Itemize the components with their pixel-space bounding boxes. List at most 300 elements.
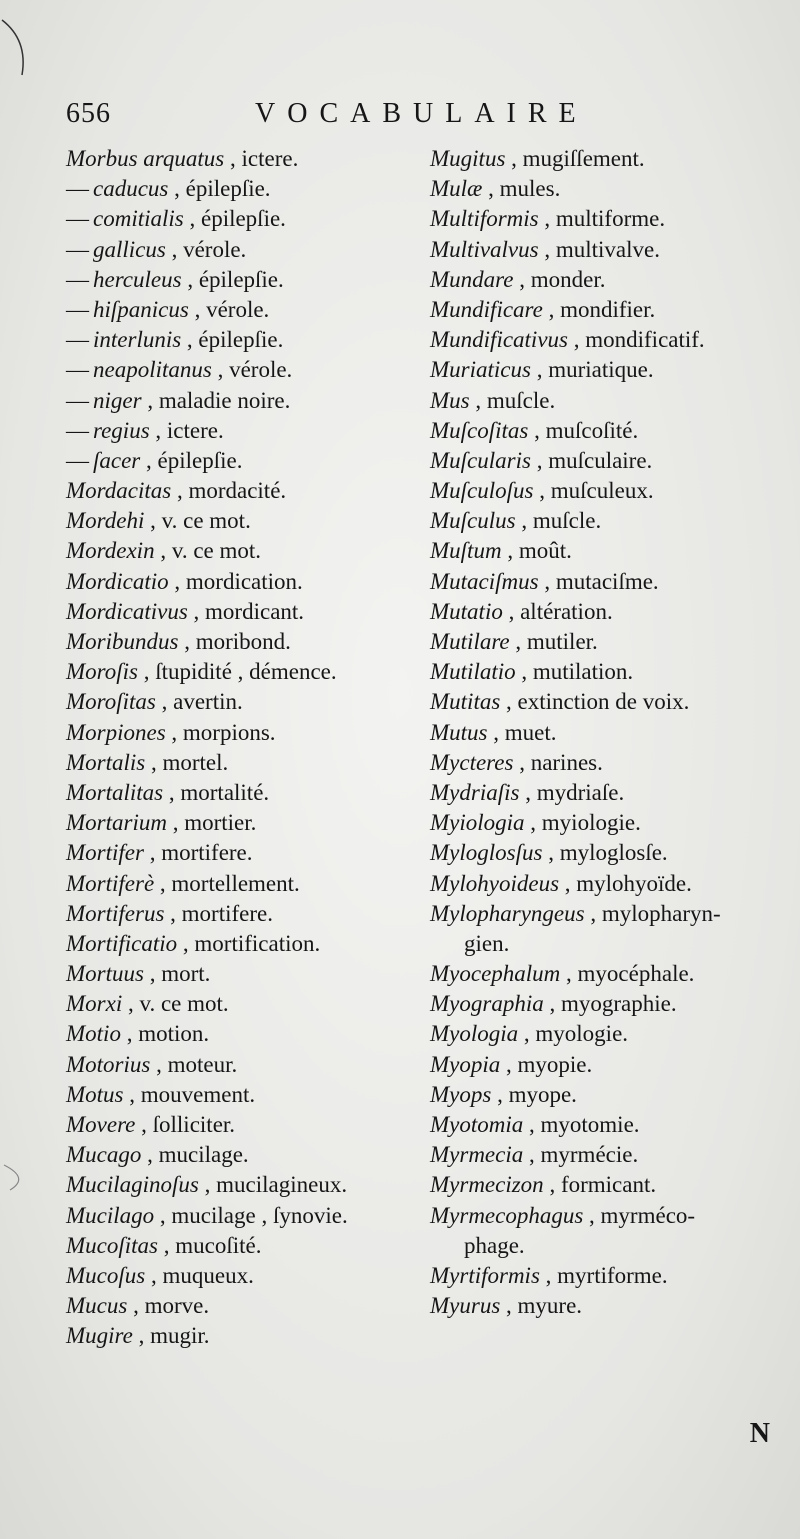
french-translation: morpions. [182, 719, 276, 745]
separator: , [181, 327, 199, 353]
separator: , [135, 1112, 153, 1137]
latin-term: Myrtiformis [430, 1262, 540, 1288]
dictionary-entry [66, 1140, 416, 1170]
latin-term: Mucoſitas [66, 1232, 158, 1258]
separator: , [502, 598, 521, 624]
french-translation: mutiler. [526, 629, 598, 654]
dictionary-entry [430, 204, 775, 234]
french-translation: ictere. [241, 146, 299, 171]
dictionary-entry [430, 1080, 775, 1110]
latin-term: hiſpanicus [93, 296, 189, 322]
french-translation: mucoſité. [175, 1232, 262, 1258]
dictionary-entry [430, 476, 775, 506]
latin-term: Mundare [430, 266, 514, 292]
dictionary-entry [66, 567, 416, 597]
french-translation: v. ce mot. [161, 508, 251, 534]
dictionary-entry [66, 929, 416, 959]
french-translation: formicant. [560, 1172, 657, 1198]
latin-term: Mucus [66, 1293, 128, 1319]
repeat-dash: — [66, 236, 89, 262]
separator: , [523, 1112, 541, 1137]
french-translation: mules. [499, 176, 561, 202]
dictionary-entry [430, 899, 775, 929]
separator: , [143, 961, 162, 987]
latin-term: Myopia [430, 1051, 501, 1077]
dictionary-entry [66, 295, 416, 325]
separator: , [168, 176, 186, 202]
dictionary-entry [430, 748, 775, 778]
separator: , [145, 1262, 163, 1288]
dictionary-entry [430, 174, 775, 204]
separator: , [518, 1021, 536, 1047]
separator: , [143, 840, 162, 866]
separator: , [149, 417, 167, 443]
french-translation: mortel. [162, 749, 229, 775]
separator: , [559, 870, 577, 896]
separator: , [509, 629, 527, 654]
dictionary-entry [430, 869, 775, 899]
latin-term: Muſcoſitas [430, 417, 529, 443]
separator: , [166, 810, 185, 836]
dictionary-entry [430, 1201, 775, 1231]
separator: , [154, 538, 172, 564]
separator: , [183, 206, 201, 232]
latin-term: Movere [66, 1112, 136, 1137]
repeat-dash: — [66, 387, 89, 413]
separator: , [127, 1293, 145, 1319]
dictionary-entry [66, 718, 416, 748]
separator: , [469, 387, 487, 413]
latin-term: Mortalitas [66, 779, 164, 805]
french-translation: myographie. [560, 991, 677, 1017]
dictionary-entry [66, 144, 416, 174]
dictionary-entry [430, 929, 775, 959]
dictionary-entry [430, 1110, 775, 1140]
french-translation: moût. [518, 538, 572, 564]
latin-term: Mortifer [66, 840, 144, 866]
separator: , [145, 749, 163, 775]
dictionary-entry [430, 235, 775, 265]
french-translation: mortifere. [181, 900, 273, 926]
dictionary-entry [66, 778, 416, 808]
dictionary-entry [66, 899, 416, 929]
french-translation: mortier. [184, 810, 257, 836]
french-translation: myocéphale. [577, 961, 695, 987]
dictionary-entry [430, 567, 775, 597]
french-translation: myloglosſe. [559, 840, 668, 866]
page-number: 656 [66, 98, 111, 129]
french-translation: myure. [517, 1293, 583, 1319]
separator: , [181, 266, 199, 292]
french-translation: myotomie. [540, 1112, 640, 1137]
repeat-dash: — [66, 417, 89, 443]
separator: , [132, 1323, 151, 1349]
french-translation: multivalve. [555, 236, 660, 262]
latin-term: Mydriaſis [430, 779, 520, 805]
french-translation: mordicant. [205, 598, 305, 624]
french-translation: mordacité. [188, 478, 287, 504]
latin-term: Myrmecia [430, 1142, 524, 1168]
french-translation: gien. [464, 930, 510, 956]
latin-term: Mordehi [66, 508, 145, 534]
separator: , [178, 629, 196, 654]
separator: , [523, 1142, 541, 1168]
latin-term: Muſcularis [430, 447, 531, 473]
dictionary-entry [66, 355, 416, 385]
latin-term: Mordexin [66, 538, 155, 564]
separator: , [528, 417, 546, 443]
separator: , [513, 749, 531, 775]
dictionary-entry [66, 1261, 416, 1291]
repeat-dash: — [66, 296, 89, 322]
dictionary-entry [66, 989, 416, 1019]
separator: , [524, 810, 542, 836]
separator: , [560, 961, 578, 987]
separator: , [177, 930, 195, 956]
latin-term: Morpiones [66, 719, 166, 745]
latin-term: Mutaciſmus [430, 568, 539, 594]
french-translation: mylopharyn- [601, 900, 721, 926]
latin-term: Moribundus [66, 629, 179, 654]
separator: , [515, 508, 533, 534]
dictionary-entry [430, 536, 775, 566]
french-translation: myope. [508, 1081, 577, 1107]
separator: , [211, 357, 230, 383]
separator: , [515, 659, 533, 685]
repeat-dash: — [66, 176, 89, 202]
french-translation: muriatique. [548, 357, 654, 383]
separator: , [140, 447, 158, 473]
separator: , [543, 991, 561, 1017]
french-translation: mucilage , ſynovie. [171, 1202, 348, 1228]
repeat-dash: — [66, 266, 89, 292]
separator: , [187, 598, 206, 624]
latin-term: niger [93, 387, 142, 413]
latin-term: Mutitas [430, 689, 501, 715]
separator: , [188, 296, 207, 322]
separator: , [154, 1202, 172, 1228]
separator: , [530, 447, 549, 473]
french-translation: mortalité. [180, 779, 270, 805]
dictionary-entry [430, 1291, 775, 1321]
dictionary-entry [430, 386, 775, 416]
french-translation: ictere. [166, 417, 224, 443]
latin-term: Muſculus [430, 508, 516, 534]
latin-term: Mortalis [66, 749, 146, 775]
separator: , [501, 538, 519, 564]
dictionary-entry [66, 416, 416, 446]
latin-term: Mucilaginoſus [66, 1172, 199, 1198]
dictionary-entry [430, 416, 775, 446]
separator: , [583, 1202, 601, 1228]
latin-term: herculeus [93, 266, 182, 292]
latin-term: Multiformis [430, 206, 539, 232]
french-translation: mylohyoïde. [576, 870, 692, 896]
french-translation: mugiſſement. [522, 146, 645, 171]
separator: , [141, 387, 159, 413]
dictionary-entry [66, 597, 416, 627]
french-translation: mutaciſme. [555, 568, 659, 594]
french-translation: mondificatif. [585, 327, 705, 353]
separator: , [165, 719, 183, 745]
french-translation: altération. [520, 598, 613, 624]
dictionary-entry [66, 446, 416, 476]
french-translation: mondifier. [560, 296, 656, 322]
french-translation: multiforme. [555, 206, 666, 232]
french-translation: muſculeux. [550, 478, 654, 504]
right-column [430, 144, 775, 1321]
latin-term: Motorius [66, 1051, 151, 1077]
latin-term: Mortiferè [66, 870, 155, 896]
french-translation: mordication. [185, 568, 303, 594]
dictionary-entry [66, 869, 416, 899]
dictionary-entry [430, 627, 775, 657]
french-translation: mucilage. [158, 1142, 249, 1168]
dictionary-entry [66, 838, 416, 868]
dictionary-entry [66, 1321, 416, 1351]
french-translation: épilepſie. [198, 327, 284, 353]
latin-term: Myrmecophagus [430, 1202, 584, 1228]
separator: , [120, 1021, 139, 1047]
latin-term: Mulæ [430, 176, 483, 202]
french-translation: mucilagineux. [216, 1172, 348, 1198]
catchword: N [749, 1418, 770, 1449]
separator: , [584, 900, 602, 926]
french-translation: v. ce mot. [171, 538, 262, 564]
dictionary-entry [66, 265, 416, 295]
dictionary-entry [66, 235, 416, 265]
french-translation: muet. [504, 719, 557, 745]
dictionary-entry [430, 295, 775, 325]
latin-term: Mutilare [430, 629, 510, 654]
dictionary-entry [430, 1261, 775, 1291]
separator: , [542, 296, 561, 322]
french-translation: myrméco- [600, 1202, 696, 1228]
latin-term: Mutatio [430, 598, 503, 624]
latin-term: Mutilatio [430, 659, 516, 685]
dictionary-entry [66, 174, 416, 204]
separator: , [538, 236, 556, 262]
repeat-dash: — [66, 206, 89, 232]
french-translation: moribond. [195, 629, 291, 654]
separator: , [530, 357, 549, 383]
latin-term: Mus [430, 387, 470, 413]
dictionary-entry [66, 687, 416, 717]
separator: , [141, 1142, 159, 1168]
separator: , [171, 478, 189, 504]
separator: , [487, 719, 505, 745]
dictionary-entry [66, 386, 416, 416]
latin-term: Mortuus [66, 961, 144, 987]
french-translation: muqueux. [162, 1262, 254, 1288]
french-translation: épilepſie. [198, 266, 284, 292]
latin-term: Moroſis [66, 659, 138, 685]
dictionary-entry [430, 838, 775, 868]
french-translation: moteur. [167, 1051, 238, 1077]
french-translation: extinction de voix. [517, 689, 690, 715]
latin-term: Mundificare [430, 296, 543, 322]
dictionary-entry [66, 476, 416, 506]
separator: , [543, 1172, 561, 1198]
french-translation: myologie. [535, 1021, 629, 1047]
latin-term: Mycteres [430, 749, 514, 775]
separator: , [513, 266, 531, 292]
french-translation: avertin. [173, 689, 243, 715]
french-translation: motion. [138, 1021, 210, 1047]
french-translation: épilepſie. [157, 447, 243, 473]
latin-term: gallicus [93, 236, 166, 262]
latin-term: ſacer [93, 447, 141, 473]
french-translation: v. ce mot. [139, 991, 229, 1017]
separator: , [168, 568, 186, 594]
latin-term: Myocephalum [430, 961, 561, 987]
latin-term: Mordacitas [66, 478, 172, 504]
latin-term: neapolitanus [93, 357, 212, 383]
separator: , [539, 1262, 558, 1288]
french-translation: mouvement. [140, 1081, 256, 1107]
separator: , [163, 779, 181, 805]
latin-term: Morbus arquatus [66, 146, 225, 171]
dictionary-entry [430, 446, 775, 476]
latin-term: Mugire [66, 1323, 133, 1349]
running-title: VOCABULAIRE [255, 98, 588, 129]
french-translation: vérole. [206, 296, 270, 322]
dictionary-entry [66, 1231, 416, 1261]
dictionary-entry [430, 959, 775, 989]
french-translation: maladie noire. [158, 387, 291, 413]
separator: , [533, 478, 551, 504]
separator: , [138, 659, 156, 685]
french-translation: myiologie. [541, 810, 641, 836]
dictionary-entry [430, 808, 775, 838]
dictionary-entry [430, 265, 775, 295]
french-translation: ſtupidité , démence. [155, 659, 337, 685]
latin-term: Muriaticus [430, 357, 531, 383]
latin-term: Myiologia [430, 810, 525, 836]
french-translation: narines. [530, 749, 603, 775]
latin-term: Mundificativus [430, 327, 568, 353]
french-translation: épilepſie. [185, 176, 271, 202]
latin-term: Mortiferus [66, 900, 165, 926]
latin-term: Myrmecizon [430, 1172, 544, 1198]
french-translation: monder. [530, 266, 606, 292]
dictionary-entry [66, 325, 416, 355]
dictionary-entry [66, 808, 416, 838]
french-translation: myrmécie. [540, 1142, 639, 1168]
latin-term: Moroſitas [66, 689, 156, 715]
latin-term: Myurus [430, 1293, 501, 1319]
separator: , [198, 1172, 217, 1198]
latin-term: Muſculoſus [430, 478, 534, 504]
latin-term: Mutus [430, 719, 488, 745]
dictionary-entry [66, 657, 416, 687]
page-edge-curve [0, 0, 40, 1539]
french-translation: mortifere. [161, 840, 253, 866]
separator: , [538, 206, 556, 232]
separator: , [482, 176, 500, 202]
dictionary-entry [66, 536, 416, 566]
dictionary-entry [430, 687, 775, 717]
dictionary-entry [66, 1201, 416, 1231]
dictionary-entry [430, 989, 775, 1019]
dictionary-entry [430, 1170, 775, 1200]
french-translation: myopie. [517, 1051, 593, 1077]
dictionary-entry [66, 627, 416, 657]
separator: , [158, 1232, 176, 1258]
separator: , [538, 568, 556, 594]
french-translation: muſculaire. [548, 447, 653, 473]
repeat-dash: — [66, 447, 89, 473]
dictionary-entry [66, 1080, 416, 1110]
french-translation: muſcle. [532, 508, 602, 534]
dictionary-entry [66, 1291, 416, 1321]
separator: , [567, 327, 586, 353]
latin-term: Myologia [430, 1021, 519, 1047]
latin-term: Mylohyoideus [430, 870, 560, 896]
dictionary-entry [66, 1170, 416, 1200]
french-translation: mortellement. [171, 870, 300, 896]
dictionary-entry [66, 748, 416, 778]
separator: , [155, 689, 174, 715]
dictionary-entry [430, 657, 775, 687]
separator: , [500, 1051, 518, 1077]
french-translation: ſolliciter. [152, 1112, 236, 1137]
french-translation: morve. [144, 1293, 210, 1319]
separator: , [165, 236, 184, 262]
dictionary-entry [66, 1110, 416, 1140]
latin-term: Mortarium [66, 810, 167, 836]
french-translation: mortification. [194, 930, 321, 956]
repeat-dash: — [66, 327, 89, 353]
latin-term: Morxi [66, 991, 123, 1017]
dictionary-entry [430, 718, 775, 748]
latin-term: interlunis [93, 327, 182, 353]
french-translation: muſcle. [486, 387, 556, 413]
latin-term: Mucilago [66, 1202, 155, 1228]
latin-term: Mordicativus [66, 598, 188, 624]
latin-term: comitialis [93, 206, 184, 232]
separator: , [154, 870, 172, 896]
latin-term: caducus [93, 176, 169, 202]
repeat-dash: — [66, 357, 89, 383]
dictionary-entry [66, 959, 416, 989]
separator: , [519, 779, 537, 805]
french-translation: vérole. [183, 236, 247, 262]
latin-term: Mylopharyngeus [430, 900, 585, 926]
dictionary-entry [430, 506, 775, 536]
dictionary-entry [66, 1019, 416, 1049]
latin-term: Motio [66, 1021, 121, 1047]
latin-term: Mortificatio [66, 930, 178, 956]
separator: , [144, 508, 162, 534]
separator: , [500, 1293, 518, 1319]
dictionary-entry [430, 355, 775, 385]
french-translation: épilepſie. [200, 206, 286, 232]
french-translation: mugir. [150, 1323, 210, 1349]
french-translation: mort. [161, 961, 211, 987]
separator: , [224, 146, 242, 171]
latin-term: Multivalvus [430, 236, 539, 262]
dictionary-entry [430, 144, 775, 174]
latin-term: Muſtum [430, 538, 502, 564]
separator: , [542, 840, 560, 866]
dictionary-entry [430, 597, 775, 627]
french-translation: muſcoſité. [545, 417, 639, 443]
french-translation: mutilation. [532, 659, 634, 685]
latin-term: Motus [66, 1081, 124, 1107]
french-translation: myrtiforme. [557, 1262, 668, 1288]
left-column [66, 144, 416, 1352]
